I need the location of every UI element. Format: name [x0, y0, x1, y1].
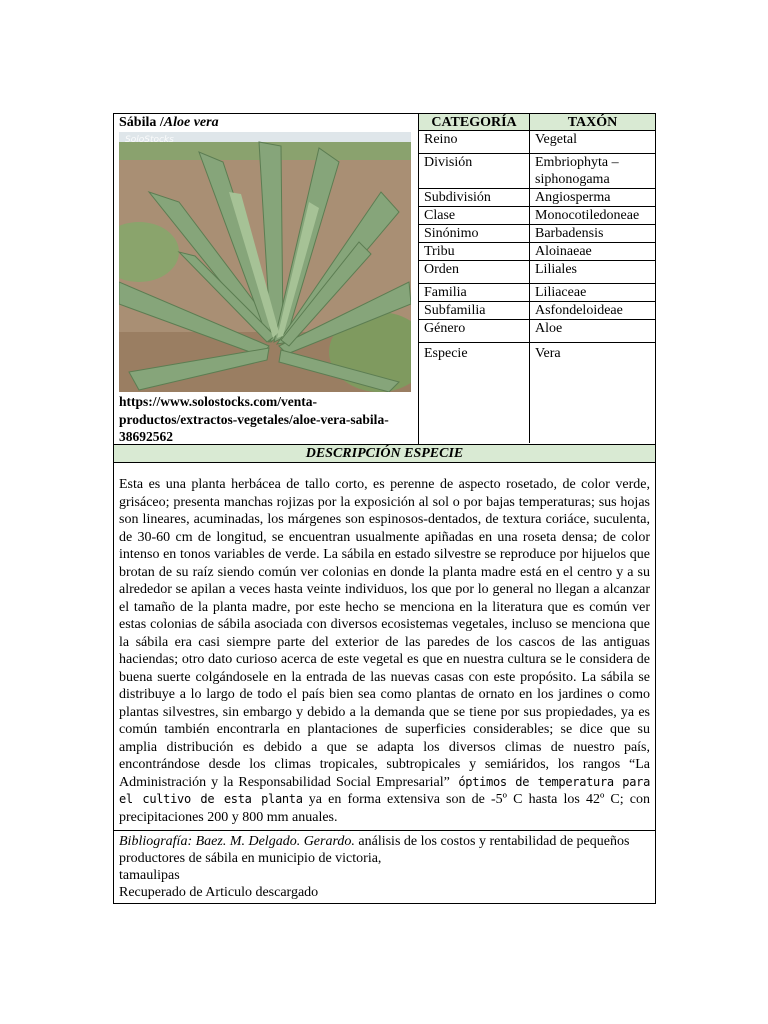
taxonomy-row	[419, 243, 655, 261]
category-cell: Especie	[424, 346, 468, 361]
bibliography-authors: Bibliografía: Baez. M. Delgado. Gerardo.	[119, 834, 355, 849]
description-part-3: ya en forma extensiva son de -5º C hasta los 42º C; con precipitaciones 200 y 800 mm anuales.	[119, 792, 650, 825]
taxon-cell: Liliales	[529, 261, 655, 283]
image-source-link[interactable]: https://www.solostocks.com/venta-productos/extractos-vegetales/aloe-vera-sabila-38692562	[119, 394, 389, 444]
bibliography-line: tamaulipas	[119, 868, 180, 883]
bibliography-line	[119, 833, 650, 850]
common-name: Sábila /	[119, 115, 164, 130]
taxonomy-table	[419, 114, 655, 444]
category-cell: Subdivisión	[424, 190, 491, 205]
aloe-photo	[119, 132, 411, 392]
taxonomy-row	[419, 131, 655, 154]
taxon-cell: Vera	[529, 343, 655, 443]
category-cell: Reino	[424, 132, 458, 147]
category-cell: Sinónimo	[424, 226, 479, 241]
taxonomy-row	[419, 154, 655, 189]
taxon-cell: Vegetal	[529, 131, 655, 153]
watermark-text: SoloStocks	[125, 135, 174, 145]
description-part-1: Esta es una planta herbácea de tallo corto, es perenne de aspecto rosetado, de color verde, grisáceo; presenta manchas rojizas por la exposición al sol o por bajas temperaturas; sus hojas son lineares, acuminadas, los márgenes son espinosos-dentados, de textura coriáce, suculenta, de 30-60 cm de longitud, se encuentran usualmente apiñadas en una roseta densa; de color intenso en tonos variables de verde. La sábila en estado silvestre se reproduce por hijuelos que brotan de su raíz siendo común ver colonias en donde la planta madre está en el centro y a su alrededor se apilan a veces hasta veinte individuos, los que por lo general no llegan a alcanzar el tamaño de la planta madre, por este hecho se menciona en la literatura que es común ver estas colonias de sábila asociada con diversos ecosistemas vegetales, incluso se menciona que la sábila era casi siempre parte del exterior de las paredes de los cascos de las antiguas haciendas; otro dato curioso acerca de este vegetal es que en nuestra cultura se le considera de buena suerte colgándosele en la entrada de las nuevas casas con este propósito. La sábila se distribuye a lo largo de todo el país bien sea como plantas de ornato en los jardines o como plantas silvestres, sin embargo y debido a la demanda que se tiene por sus propiedades, ya es común también encontrarla en plantaciones de superficies considerables; se dice que su amplia distribución es debido a que se adapta los diversos climas de nuestro país, encontrándose desde los climas tropicales, subtropicales y semiáridos, los rangos “La Administración y la Responsabilidad Social Empresarial”	[119, 477, 650, 790]
image-panel	[114, 114, 419, 444]
species-title	[119, 115, 219, 131]
taxon-cell: Embriophyta – siphonogama	[529, 154, 655, 188]
taxonomy-row	[419, 189, 655, 207]
top-section	[114, 114, 655, 445]
category-cell: División	[424, 155, 473, 170]
bibliography-line: Recuperado de Articulo descargado	[119, 885, 319, 900]
category-header: CATEGORÍA	[431, 115, 517, 130]
description-heading: DESCRIPCIÓN ESPECIE	[114, 445, 655, 463]
taxon-cell: Liliaceae	[529, 284, 655, 301]
species-sheet	[113, 113, 656, 904]
category-cell: Clase	[424, 208, 456, 223]
taxon-cell: Monocotiledoneae	[529, 207, 655, 224]
scientific-name: Aloe vera	[163, 115, 219, 130]
category-cell: Género	[424, 321, 466, 336]
category-cell: Familia	[424, 285, 467, 300]
taxonomy-row	[419, 343, 655, 443]
description-text	[114, 463, 655, 831]
description-part-2: óptimos de temperatura para el cultivo de esta planta	[119, 774, 650, 806]
bibliography-line: productores de sábila en municipio de victoria,	[119, 851, 382, 866]
taxon-cell: Aloe	[529, 320, 655, 342]
taxonomy-row	[419, 284, 655, 302]
category-cell: Orden	[424, 262, 459, 277]
taxonomy-row	[419, 207, 655, 225]
taxonomy-row	[419, 320, 655, 343]
taxon-cell: Asfondeloideae	[529, 302, 655, 319]
category-cell: Tribu	[424, 244, 455, 259]
aloe-plant-picture	[119, 132, 411, 392]
taxonomy-row	[419, 261, 655, 284]
taxon-header: TAXÓN	[529, 114, 655, 130]
category-cell: Subfamilia	[424, 303, 486, 318]
taxon-cell: Barbadensis	[529, 225, 655, 242]
bibliography-title: análisis de los costos y rentabilidad de pequeños	[354, 834, 630, 849]
taxon-cell: Angiosperma	[529, 189, 655, 206]
taxonomy-row	[419, 302, 655, 320]
taxonomy-header	[419, 114, 655, 131]
taxon-cell: Aloinaeae	[529, 243, 655, 260]
bibliography	[114, 831, 655, 903]
taxonomy-row	[419, 225, 655, 243]
